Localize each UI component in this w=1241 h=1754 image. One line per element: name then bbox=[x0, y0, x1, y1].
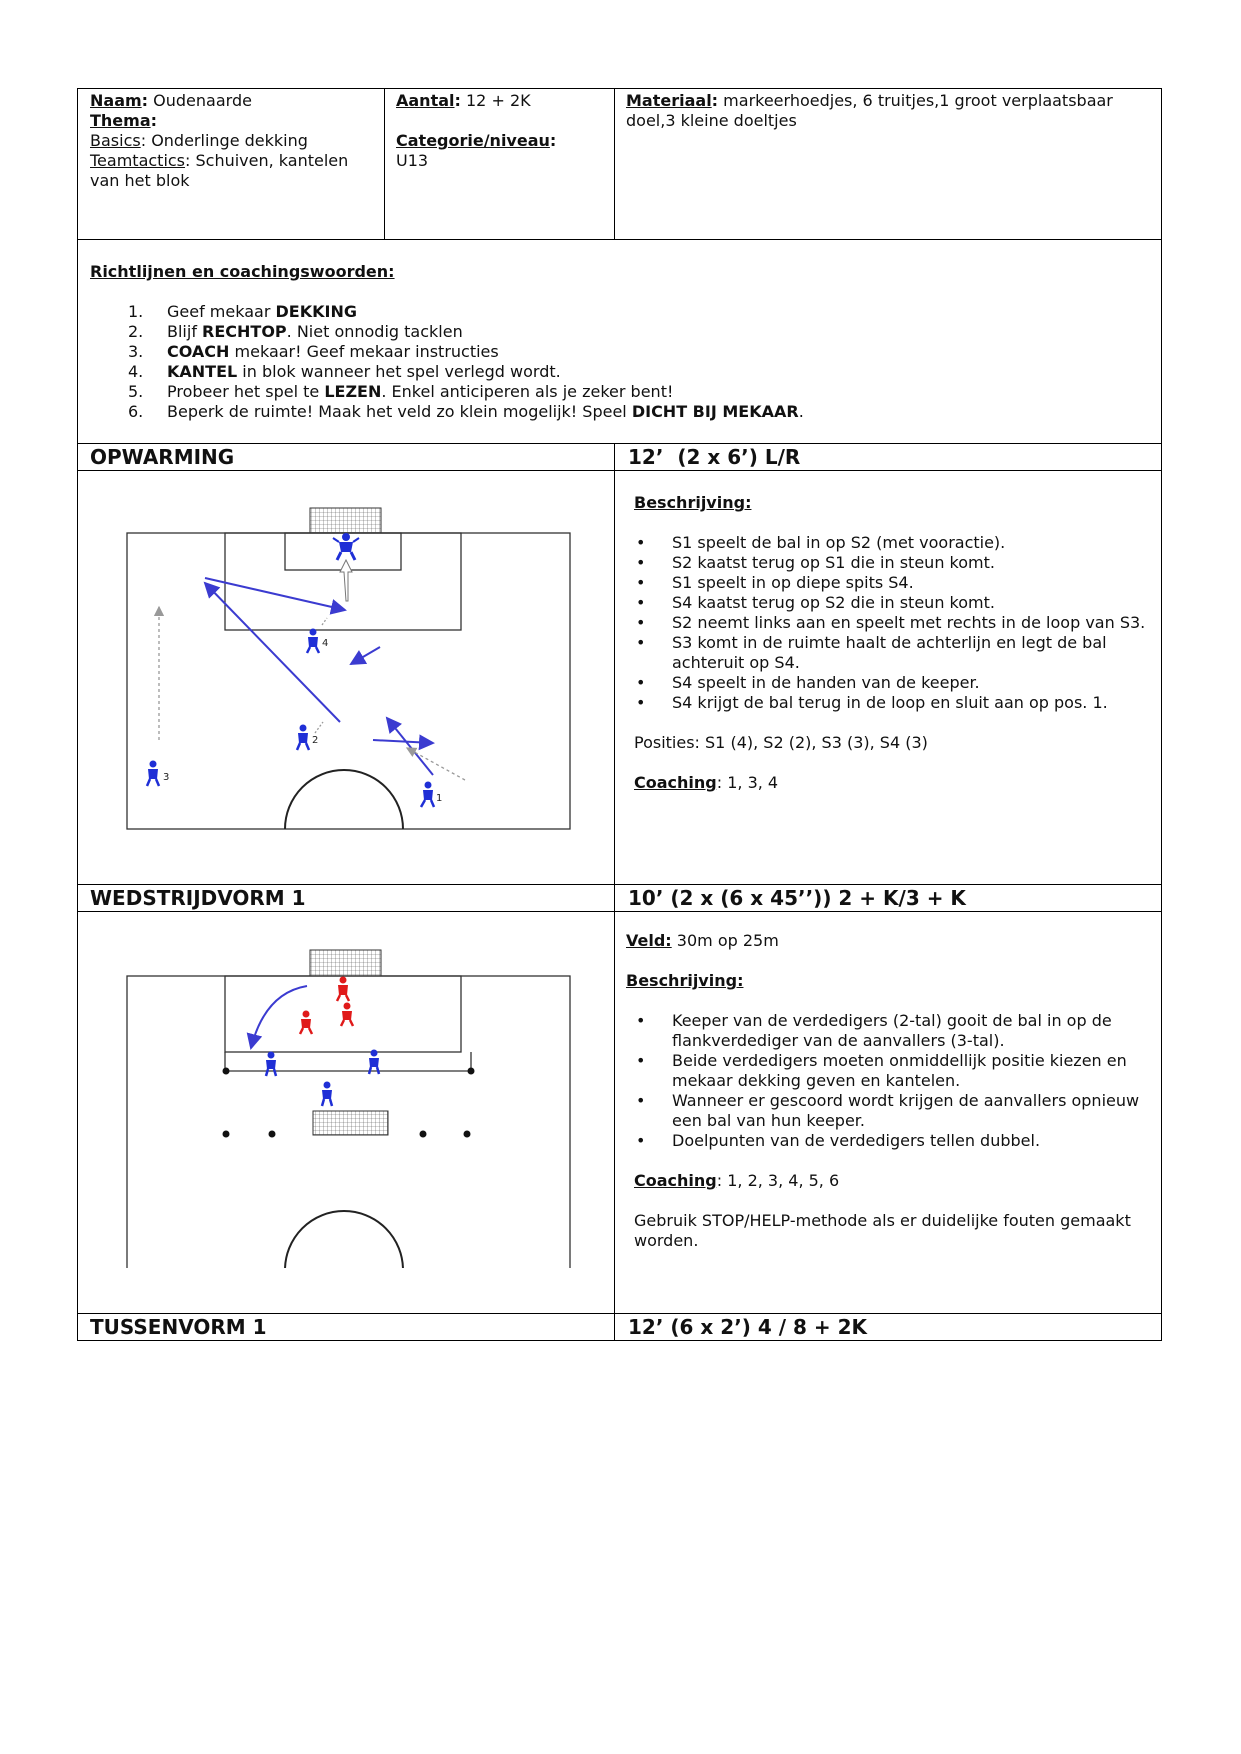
center-circle bbox=[285, 1211, 403, 1268]
table-border-bottom bbox=[77, 1340, 1162, 1341]
materiaal-value: markeerhoedjes, 6 truitjes,1 groot verplaatsbaar doel,3 kleine doeltjes bbox=[626, 91, 1113, 130]
red-keeper bbox=[337, 977, 349, 1002]
wedstrijdvorm-bullets bbox=[634, 1011, 1154, 1151]
guideline-text: . Niet onnodig tacklen bbox=[286, 322, 463, 341]
bullet-item: • S1 speelt in op diepe spits S4. bbox=[634, 573, 1154, 593]
guideline-number: 5. bbox=[128, 382, 144, 401]
label-4: 4 bbox=[322, 638, 329, 649]
bullet-item: • S4 kaatst terug op S2 die in steun komt. bbox=[634, 593, 1154, 613]
bullet-item: • S1 speelt de bal in op S2 (met vooractie). bbox=[634, 533, 1154, 553]
cone bbox=[269, 1131, 276, 1138]
guideline-keyword: KANTEL bbox=[167, 362, 238, 381]
guidelines-list bbox=[83, 302, 1153, 422]
cone bbox=[468, 1068, 475, 1075]
bullet-item: • S2 kaatst terug op S1 die in steun komt. bbox=[634, 553, 1154, 573]
guideline-number: 4. bbox=[128, 362, 144, 381]
tussenvorm-title: TUSSENVORM 1 bbox=[90, 1315, 267, 1339]
aantal-value: 12 + 2K bbox=[466, 91, 531, 110]
wedstrijdvorm-diagram bbox=[115, 938, 575, 1268]
player-s1 bbox=[421, 782, 434, 808]
guideline-number: 3. bbox=[128, 342, 144, 361]
row-divider-wedstrijd bbox=[77, 1313, 1162, 1314]
bullet-item: • Keeper van de verdedigers (2-tal) gooit de bal in op de flankverdediger van de aanvallers (3-tal). bbox=[634, 1011, 1154, 1051]
center-circle bbox=[285, 770, 403, 829]
bullet-item: • S4 krijgt de bal terug in de loop en sluit aan op pos. 1. bbox=[634, 693, 1154, 713]
basics-label: Basics bbox=[90, 131, 141, 150]
naam-value: Oudenaarde bbox=[153, 91, 252, 110]
cone bbox=[223, 1131, 230, 1138]
veld-value: 30m op 25m bbox=[671, 931, 779, 950]
guideline-text: in blok wanneer het spel verlegd wordt. bbox=[237, 362, 561, 381]
table-border-right bbox=[1161, 88, 1162, 1340]
label-1: 1 bbox=[436, 793, 443, 804]
guideline-text: . Enkel anticiperen als je zeker bent! bbox=[381, 382, 674, 401]
bullet-item: • Doelpunten van de verdedigers tellen dubbel. bbox=[634, 1131, 1154, 1151]
header-divider-2 bbox=[614, 88, 615, 240]
wedstrijdvorm-beschrijving-label: Beschrijving: bbox=[626, 971, 744, 990]
bullet-item: • Wanneer er gescoord wordt krijgen de aanvallers opnieuw een bal van hun keeper. bbox=[634, 1091, 1154, 1131]
guideline-item bbox=[83, 362, 1153, 382]
red-defender bbox=[341, 1003, 353, 1027]
opwarming-beschrijving-label: Beschrijving: bbox=[634, 493, 752, 512]
categorie-label: Categorie/niveau bbox=[396, 131, 550, 150]
guideline-item bbox=[83, 302, 1153, 322]
naam-label: Naam bbox=[90, 91, 142, 110]
wedstrijdvorm-note: Gebruik STOP/HELP-methode als er duidelijke fouten gemaakt worden. bbox=[634, 1211, 1131, 1250]
wedstrijdvorm-coaching-value: : 1, 2, 3, 4, 5, 6 bbox=[716, 1171, 840, 1190]
guideline-number: 1. bbox=[128, 302, 144, 321]
opwarming-title: OPWARMING bbox=[90, 445, 235, 469]
guideline-text: Blijf bbox=[167, 322, 203, 341]
row-divider-opwarming bbox=[77, 884, 1162, 885]
tussenvorm-time: 12’ (6 x 2’) 4 / 8 + 2K bbox=[628, 1315, 868, 1339]
guideline-keyword: LEZEN bbox=[324, 382, 382, 401]
header-cell-aantal: Aantal: 12 + 2K Categorie/niveau: U13 bbox=[396, 91, 606, 171]
guideline-text: Beperk de ruimte! Maak het veld zo klein mogelijk! Speel bbox=[167, 402, 632, 421]
header-cell-materiaal: Materiaal: markeerhoedjes, 6 truitjes,1 groot verplaatsbaar doel,3 kleine doeltjes bbox=[626, 91, 1113, 130]
guideline-keyword: DEKKING bbox=[275, 302, 357, 321]
keeper-player bbox=[333, 533, 359, 560]
wedstrijdvorm-coaching-label: Coaching bbox=[634, 1171, 717, 1190]
player-s4 bbox=[307, 629, 319, 654]
guideline-text: . bbox=[798, 402, 804, 421]
basics-value: Onderlinge dekking bbox=[151, 131, 308, 150]
veld-label: Veld: bbox=[626, 931, 672, 950]
row-divider-guidelines bbox=[77, 443, 1162, 444]
opwarming-bullets bbox=[634, 533, 1154, 713]
blue-attacker bbox=[266, 1052, 276, 1077]
teamtactics-value: Schuiven, kantelen van het blok bbox=[90, 151, 349, 190]
label-3: 3 bbox=[163, 772, 170, 783]
goal-net bbox=[310, 508, 381, 533]
guideline-number: 2. bbox=[128, 322, 144, 341]
guideline-keyword: DICHT BIJ MEKAAR bbox=[631, 402, 799, 421]
wedstrijdvorm-title: WEDSTRIJDVORM 1 bbox=[90, 886, 306, 910]
categorie-value: U13 bbox=[396, 151, 429, 170]
materiaal-label: Materiaal bbox=[626, 91, 712, 110]
guideline-item bbox=[83, 342, 1153, 362]
red-defender bbox=[300, 1011, 312, 1035]
opwarming-posities: Posities: S1 (4), S2 (2), S3 (3), S4 (3) bbox=[634, 733, 928, 752]
cone bbox=[420, 1131, 427, 1138]
opwarming-coaching-label: Coaching bbox=[634, 773, 717, 792]
table-border-left bbox=[77, 88, 78, 1340]
opwarming-description bbox=[634, 493, 1154, 793]
guideline-text: mekaar! Geef mekaar instructies bbox=[229, 342, 499, 361]
bullet-item: • S3 komt in de ruimte haalt de achterlijn en legt de bal achteruit op S4. bbox=[634, 633, 1154, 673]
opwarming-diagram bbox=[115, 500, 575, 840]
bullet-item: • S2 neemt links aan en speelt met rechts in de loop van S3. bbox=[634, 613, 1154, 633]
guidelines-title: Richtlijnen en coachingswoorden: bbox=[90, 262, 395, 281]
player-s3 bbox=[147, 761, 159, 787]
thema-label: Thema bbox=[90, 111, 151, 130]
wedstrijdvorm-time: 10’ (2 x (6 x 45’’)) 2 + K/3 + K bbox=[628, 886, 966, 910]
bullet-item: • S4 speelt in de handen van de keeper. bbox=[634, 673, 1154, 693]
guideline-number: 6. bbox=[128, 402, 144, 421]
header-divider-1 bbox=[384, 88, 385, 240]
opwarming-time: 12’ (2 x 6’) L/R bbox=[628, 445, 801, 469]
goal-net-top bbox=[310, 950, 381, 976]
blue-attacker bbox=[369, 1050, 379, 1075]
guideline-item bbox=[83, 402, 1153, 422]
row-divider-wedstrijd-title bbox=[77, 911, 1162, 912]
cone bbox=[464, 1131, 471, 1138]
aantal-label: Aantal bbox=[396, 91, 455, 110]
row-divider-header bbox=[77, 239, 1162, 240]
guideline-text: Probeer het spel te bbox=[167, 382, 325, 401]
header-cell-naam: Naam: Oudenaarde Thema: Basics: Onderlinge dekking Teamtactics: Schuiven, kantelen van het blok bbox=[90, 91, 349, 190]
table-border-top bbox=[77, 88, 1162, 89]
teamtactics-label: Teamtactics bbox=[90, 151, 186, 170]
label-2: 2 bbox=[312, 735, 319, 746]
player-s2 bbox=[297, 725, 309, 751]
guideline-item bbox=[83, 322, 1153, 342]
row-divider-opwarming-title bbox=[77, 470, 1162, 471]
guideline-text: Geef mekaar bbox=[167, 302, 276, 321]
blue-keeper bbox=[322, 1082, 332, 1107]
goal-net-middle bbox=[313, 1111, 388, 1135]
col-divider-sections bbox=[614, 443, 615, 1340]
cone bbox=[223, 1068, 230, 1075]
bullet-item: • Beide verdedigers moeten onmiddellijk positie kiezen en mekaar dekking geven en kantelen. bbox=[634, 1051, 1154, 1091]
guideline-item bbox=[83, 382, 1153, 402]
wedstrijdvorm-description bbox=[626, 931, 1154, 1251]
opwarming-coaching-value: : 1, 3, 4 bbox=[716, 773, 779, 792]
guideline-keyword: COACH bbox=[167, 342, 230, 361]
guideline-keyword: RECHTOP bbox=[202, 322, 287, 341]
